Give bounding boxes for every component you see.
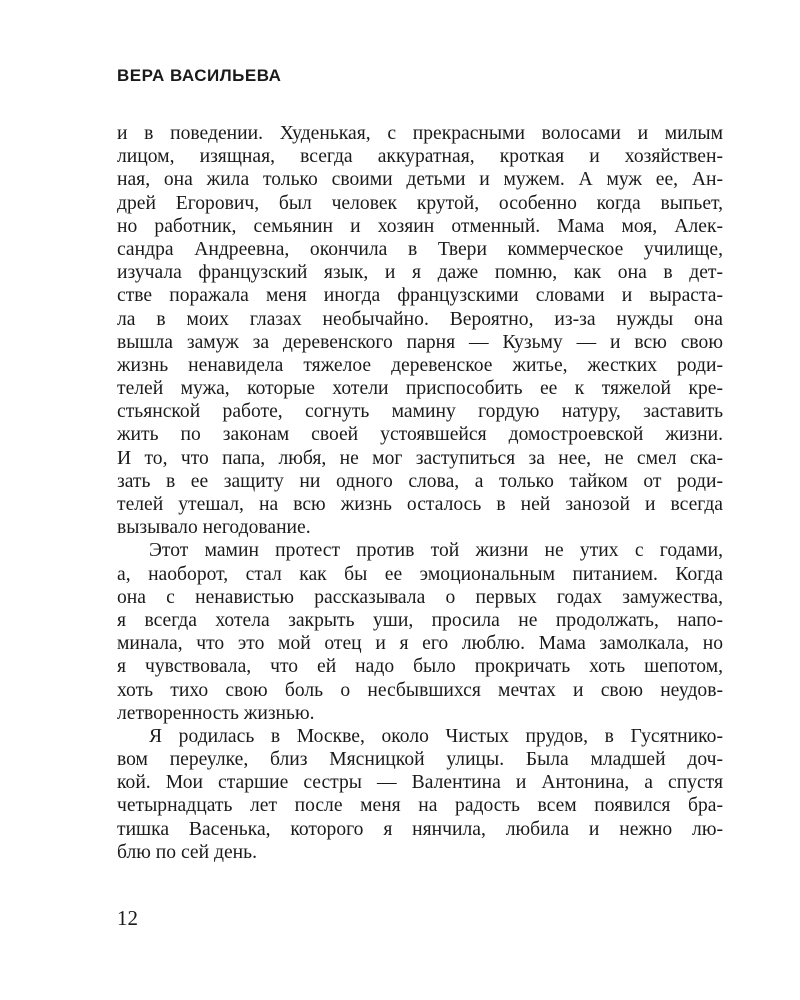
paragraph-1 bbox=[117, 122, 723, 539]
text-line: стве поражала меня иногда французскими словами и выраста- bbox=[117, 285, 723, 307]
text-line: тишка Васенька, которого я нянчила, любила и нежно лю- bbox=[117, 818, 723, 840]
text-line: телей мужа, которые хотели приспособить ее к тяжелой кре- bbox=[117, 378, 723, 400]
text-line: летворенность жизнью. bbox=[117, 702, 315, 724]
text-line: ная, она жила только своими детьми и мужем. А муж ее, Ан- bbox=[117, 169, 723, 191]
text-line: я чувствовала, что ей надо было прокричать хоть шепотом, bbox=[117, 656, 723, 678]
text-line: блю по сей день. bbox=[117, 841, 257, 863]
text-line: но работник, семьянин и хозяин отменный. Мама моя, Алек- bbox=[117, 215, 723, 237]
text-line: Этот мамин протест против той жизни не утих с годами, bbox=[149, 540, 723, 562]
running-head: ВЕРА ВАСИЛЬЕВА bbox=[117, 66, 282, 85]
text-line: хоть тихо свою боль о несбывшихся мечтах и свою неудов- bbox=[117, 679, 723, 701]
text-line: а, наоборот, стал как бы ее эмоциональным питанием. Когда bbox=[117, 563, 723, 585]
text-line: четырнадцать лет после меня на радость всем появился бра- bbox=[117, 795, 723, 817]
text-line: ла в моих глазах необычайно. Вероятно, из-за нужды она bbox=[117, 308, 723, 330]
text-line: изучала французский язык, и я даже помню, как она в дет- bbox=[117, 262, 723, 284]
text-line: вызывало негодование. bbox=[117, 517, 311, 539]
text-line: телей утешал, на всю жизнь осталось в ней занозой и всегда bbox=[117, 494, 723, 515]
text-line: и в поведении. Худенькая, с прекрасными волосами и милым bbox=[117, 123, 723, 144]
paragraph-2 bbox=[117, 539, 723, 725]
text-line: сандра Андреевна, окончила в Твери коммерческое училище, bbox=[117, 238, 723, 260]
text-line: вом переулке, близ Мясницкой улицы. Была младшей доч- bbox=[117, 749, 723, 771]
paragraph-3 bbox=[117, 725, 723, 864]
body-text bbox=[117, 122, 723, 864]
text-line: жизнь ненавидела тяжелое деревенское житье, жестких роди- bbox=[117, 354, 723, 376]
text-line: И то, что папа, любя, не мог заступиться за нее, не смел ска- bbox=[117, 447, 723, 469]
text-line: лицом, изящная, всегда аккуратная, кроткая и хозяйствен- bbox=[117, 146, 723, 168]
text-line: Я родилась в Москве, около Чистых прудов, в Гусятнико- bbox=[149, 725, 723, 747]
text-line: она с ненавистью рассказывала о первых годах замужества, bbox=[117, 586, 723, 608]
text-line: минала, что это мой отец и я его люблю. Мама замолкала, но bbox=[117, 633, 723, 655]
text-line: вышла замуж за деревенского парня — Кузьму — и всю свою bbox=[117, 331, 723, 353]
text-line: зать в ее защиту ни одного слова, а только тайком от роди- bbox=[117, 470, 723, 492]
text-line: я всегда хотела закрыть уши, просила не продолжать, напо- bbox=[117, 609, 723, 631]
text-line: кой. Мои старшие сестры — Валентина и Антонина, а спустя bbox=[117, 772, 723, 794]
page-number: 12 bbox=[117, 906, 138, 930]
text-line: дрей Егорович, был человек крутой, особенно когда выпьет, bbox=[117, 192, 723, 214]
text-line: жить по законам своей устоявшейся домостроевской жизни. bbox=[117, 424, 723, 446]
text-line: стьянской работе, согнуть мамину гордую натуру, заставить bbox=[117, 401, 723, 423]
